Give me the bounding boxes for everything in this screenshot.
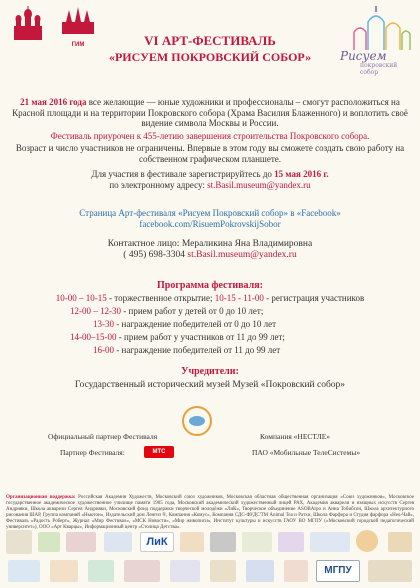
risuem-sub1: покровский (360, 62, 398, 69)
contact-phone: ( 495) 698-3304 (123, 249, 188, 260)
program-row (10, 332, 410, 343)
program-row (10, 293, 410, 304)
sponsor-logo (284, 560, 308, 582)
contact-label: Контактное лицо: (107, 239, 182, 249)
program-row (10, 319, 410, 330)
partner-name: ПАО «Мобильные ТелеСистемы» (252, 448, 361, 457)
program-time: 13-30 (93, 319, 114, 329)
founders-title: Учредители: (181, 366, 239, 377)
museum-logo-label: ГИМ (71, 42, 85, 48)
sponsor-logo (368, 560, 412, 582)
partner-label: Партнер Фестиваля: (60, 448, 125, 457)
registration-text2: по электронному адресу: (109, 179, 208, 190)
sponsor-logo (170, 560, 200, 582)
anniversary-line: Фестиваль приурочен к 455-летию завершения строительства Покровского собора. (50, 131, 370, 141)
organizations-text: Российская Академия Художеств, Московский союз художников, Московская областная общественная организация «Союз художников», Московское государственное академическое художественное училище памяти 1905 года, Московский академический художественный лицей РАХ, Академия акварели и изящных искусств Сергея Андрияки, Школа акварели Сергея Андрияки, Московский фонд поддержки творческой молодёжи «ЛиК», Творческое объединение ASOBArpo и Анна Тобибсон, Школа архитектурного рисования ШАР, Группа компаний «Ньютон», Издательский дом Ленгиз ®, Компания «Комус», Компания СДС-ФУДС'ТМ Animal Tea и Ратхи, Школа Фарфора и Студия фарфора «Нео-Чай», Фестиваль «Радость Роберт», Журнал «Мир Фестивал», «МСК Новости», «Мир живописи», Институт культуры и искусств ГАОУ ВО МГПУ (»Московский городской педагогический университет»), ООО «Арт Кварцы», Информационный центр «Столица Детства». (6, 495, 414, 530)
program-text: - регистрация участников (263, 293, 365, 303)
sponsor-logo (210, 532, 236, 552)
mgpu-logo: МГПУ (316, 560, 360, 582)
registration-deadline: 15 мая 2016 г. (274, 169, 329, 179)
program-time: 10-00 – 10-15 (55, 293, 107, 303)
sponsor-logo (50, 560, 78, 582)
organizations-lead: Организационная поддержка: (6, 495, 76, 500)
sponsor-logo (242, 532, 272, 552)
sponsor-logo (66, 532, 96, 552)
registration-block (6, 169, 414, 190)
contact-name: Мераликина Яна Владимировна (181, 239, 313, 249)
official-partner-name: Компания «НЕСТЛЕ» (260, 432, 331, 441)
program-row (10, 345, 410, 356)
program-time: 12-00 – 12-30 (70, 306, 121, 316)
facebook-block (6, 208, 414, 229)
sponsor-logo (104, 532, 132, 552)
participants-line: Возраст и число участников не ограничены. Впервые в этом году вы сможете создать свою работу на собственном графическом планшете. (15, 143, 405, 164)
sponsor-logo (310, 532, 350, 552)
festival-date: 21 мая 2016 года (20, 97, 87, 107)
sponsor-logo (388, 532, 412, 552)
program-text: - награждение победителей от 11 до 99 лет (114, 345, 281, 355)
sponsor-logo (246, 560, 274, 582)
sponsor-logo (6, 530, 32, 554)
risuem-sub2: собор (360, 69, 379, 76)
risuem-logo-text (340, 50, 418, 76)
contact-block (6, 239, 414, 260)
program-row (10, 306, 410, 317)
sponsor-logos-strip (4, 530, 416, 586)
program-time: 14-00–15-00 (70, 332, 117, 342)
lik-logo: ЛиК (140, 532, 174, 552)
sponsor-logo (210, 560, 236, 582)
program-text: - награждение победителей от 0 до 10 лет (114, 319, 277, 329)
founders-text: Государственный исторический музей Музей «Покровский собор» (74, 380, 346, 390)
facebook-line: Страница Арт-фестиваля «Рисуем Покровский собор» в «Facebook» (79, 208, 341, 218)
contact-email-link[interactable]: st.Basil.museum@yandex.ru (187, 249, 297, 260)
sponsor-logo (8, 560, 40, 582)
risuem-word: Рисуем (340, 49, 387, 63)
sponsor-logo (278, 532, 304, 552)
anniversary-emblem-icon (182, 406, 212, 436)
cathedral-sketch-logo-icon (348, 4, 414, 52)
organizations-block (6, 495, 414, 531)
sponsor-logo (124, 560, 160, 582)
program-text: - прием работ у детей от 0 до 10 лет; (121, 306, 264, 316)
registration-email-link[interactable]: st.Basil.museum@yandex.ru (207, 179, 311, 190)
mts-logo: МТС (144, 446, 174, 458)
intro-text: все желающие — юные художники и профессионалы – смогут расположиться на Красной площади и на территории Покровского собора (Храма Василия Блаженного) и воплотить своё видение символа Москвы и России. (12, 97, 408, 128)
program-time: 16-00 (93, 345, 114, 355)
sponsor-logo (38, 532, 60, 552)
festival-title-line1: VI АРТ-ФЕСТИВАЛЬ (144, 33, 276, 48)
festival-title-line2: «РИСУЕМ ПОКРОВСКИЙ СОБОР» (108, 50, 312, 64)
official-partner-label: Официальный партнер Фестиваля (48, 432, 158, 441)
program-title: Программа фестиваля: (157, 280, 263, 291)
program-time: 10-15 - 11-00 (214, 293, 264, 303)
program-text: - прием работ у участников от 11 до 99 лет; (116, 332, 285, 342)
sponsor-logo (356, 530, 378, 552)
program-text: - торжественное открытие; (106, 293, 215, 303)
sponsor-logo (180, 532, 204, 552)
facebook-link[interactable]: facebook.com/RisuemPokrovskijSobor (139, 218, 281, 229)
sponsor-logo (88, 560, 114, 582)
intro-paragraph (6, 97, 414, 129)
registration-text: Для участия в фестивале зарегистрируйтесь до (91, 169, 275, 179)
